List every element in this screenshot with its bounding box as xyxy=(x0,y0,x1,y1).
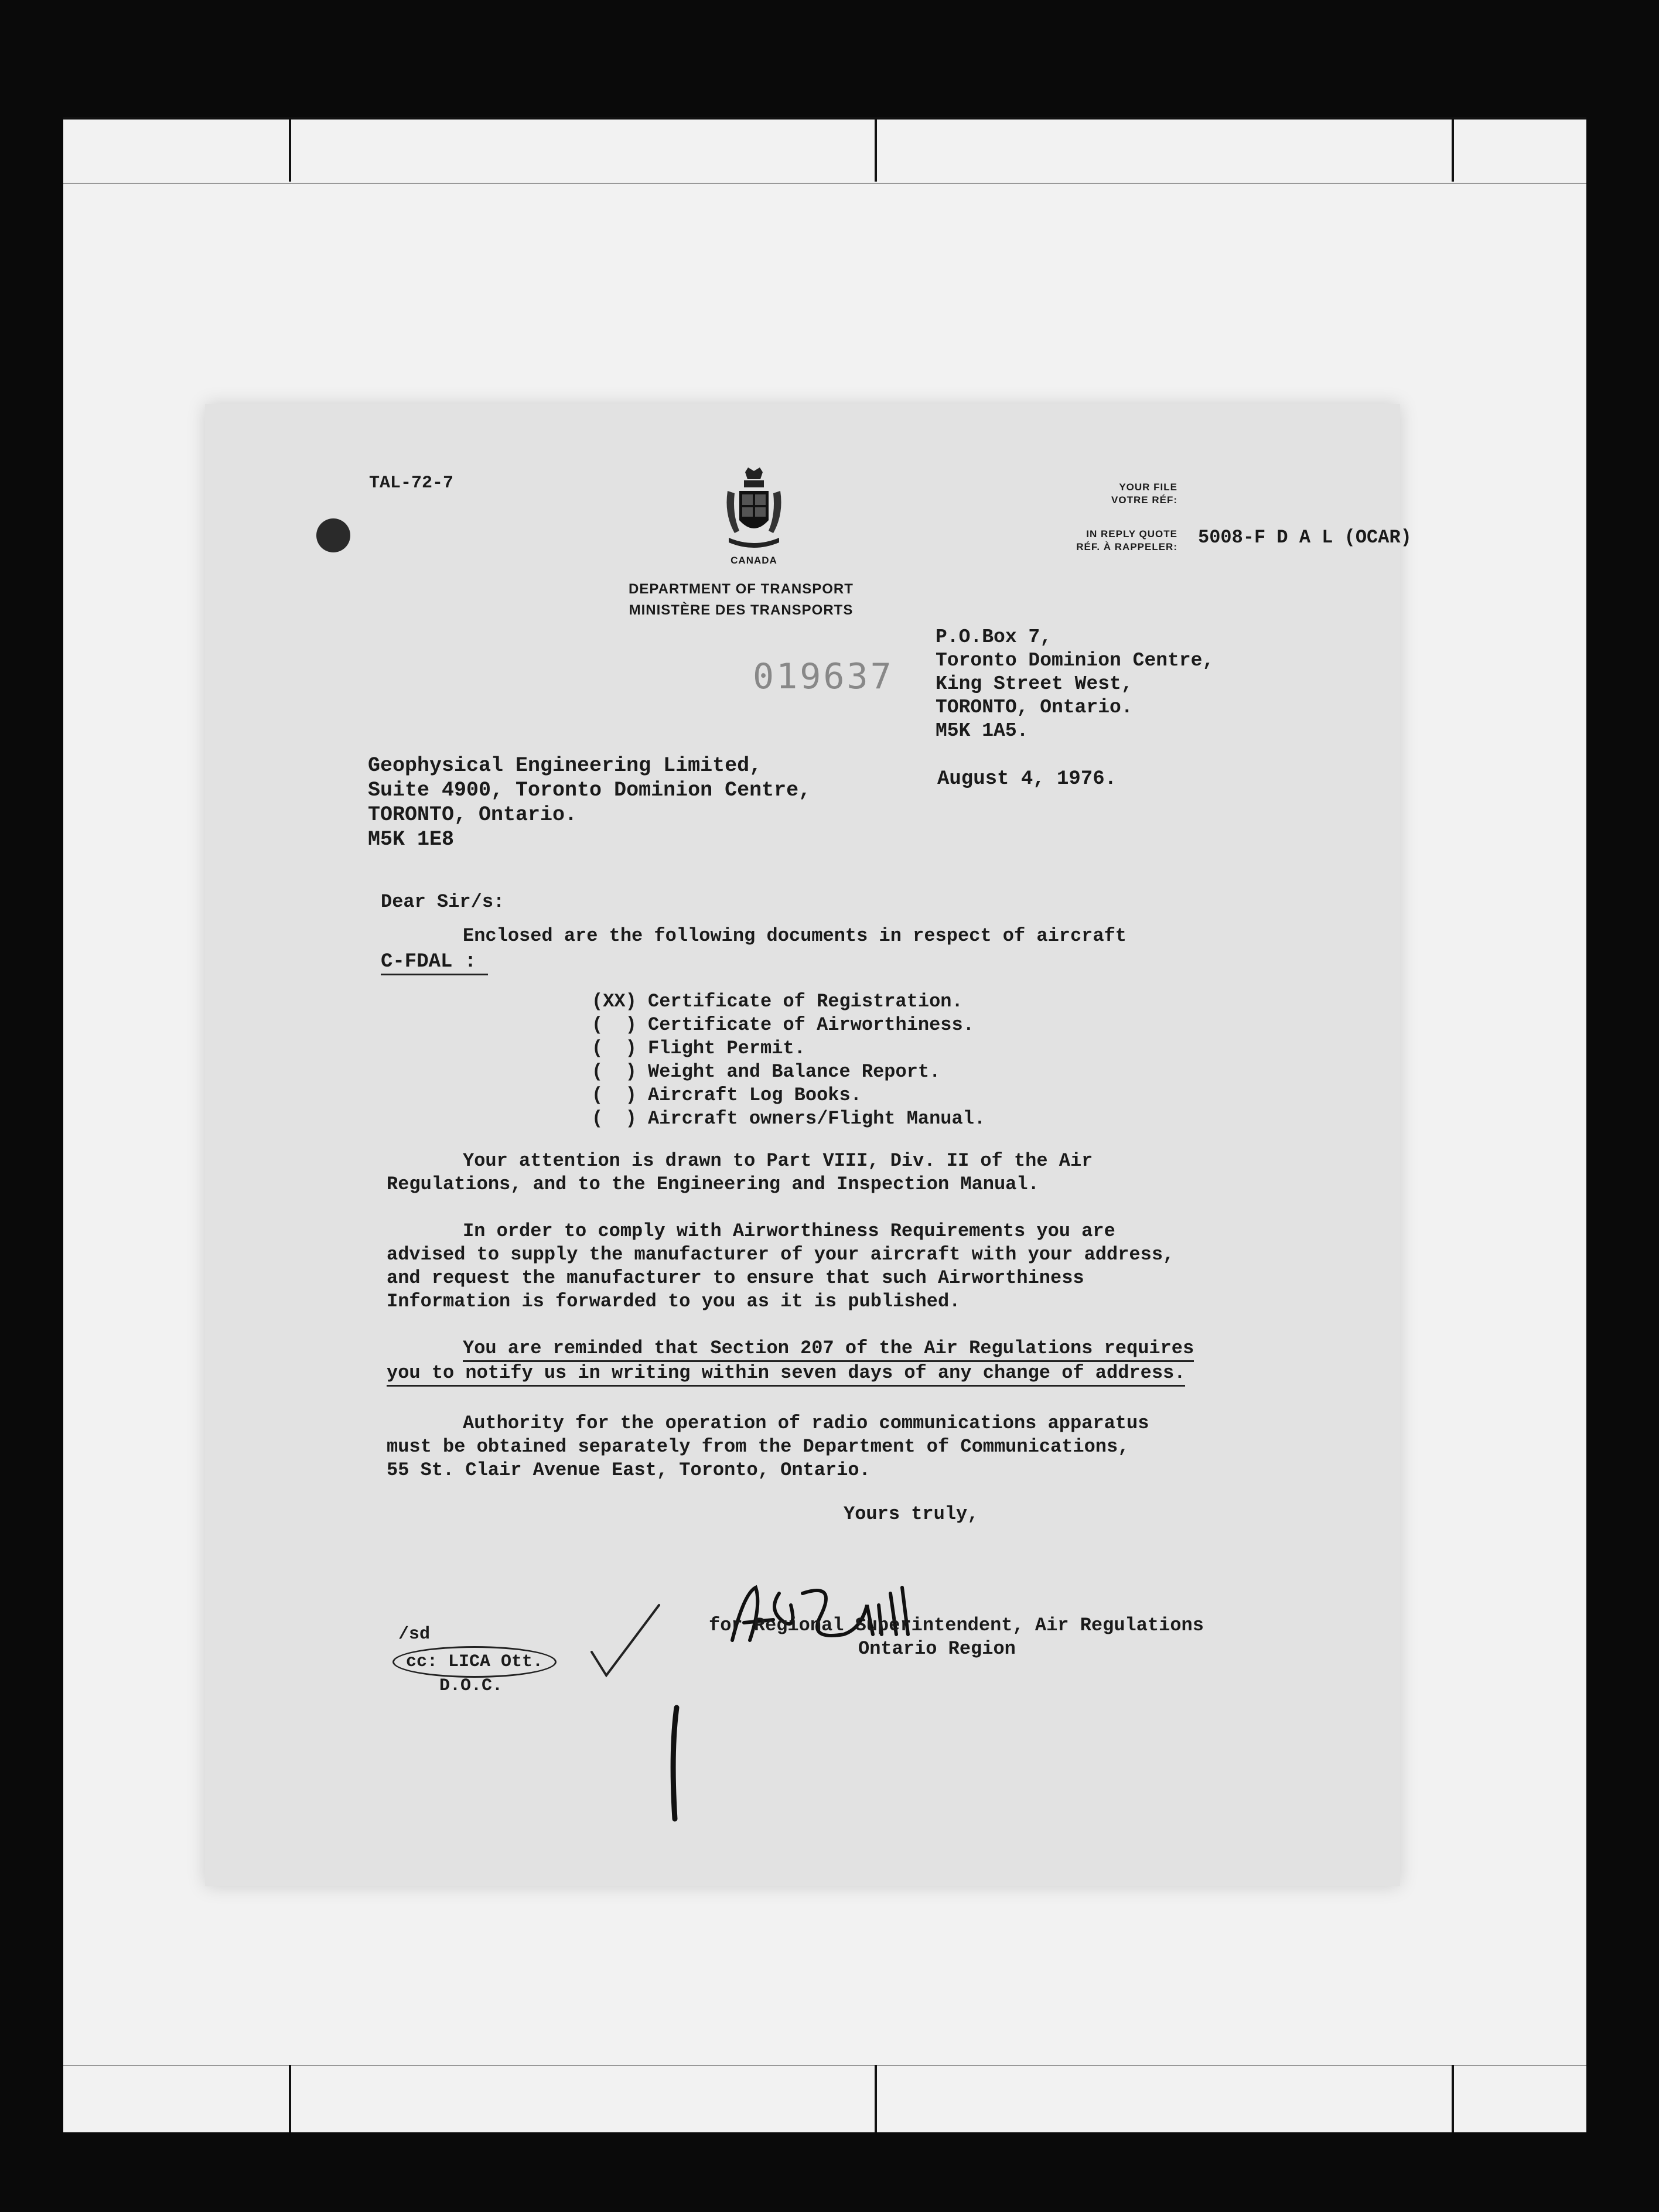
document-item xyxy=(592,1084,985,1107)
recipient-line: TORONTO, Ontario. xyxy=(368,803,578,827)
reply-label-fr: RÉF. À RAPPELER: xyxy=(1076,541,1177,552)
document-item xyxy=(592,1037,985,1060)
canada-crest xyxy=(710,467,798,566)
document-item xyxy=(592,1060,985,1084)
frame-tick xyxy=(875,2065,877,2132)
document-label: Flight Permit. xyxy=(648,1037,805,1059)
file-code: TAL-72-7 xyxy=(369,473,454,493)
department-name-fr: MINISTÈRE DES TRANSPORTS xyxy=(629,602,854,618)
document-label: Certificate of Registration. xyxy=(648,991,963,1012)
coat-of-arms-icon xyxy=(722,467,786,555)
frame-tick xyxy=(875,117,877,182)
sender-address-line: TORONTO, Ontario. xyxy=(936,697,1133,718)
registration-stamp-number: 019637 xyxy=(753,656,894,697)
aircraft-registration: C-FDAL : xyxy=(381,950,488,975)
document-label: Weight and Balance Report. xyxy=(648,1061,941,1083)
paragraph-comply-line: advised to supply the manufacturer of your aircraft with your address, xyxy=(387,1244,1175,1265)
sender-address-line: P.O.Box 7, xyxy=(936,626,1052,648)
document-item xyxy=(592,990,985,1013)
sender-address xyxy=(936,626,1214,743)
document-check-mark: ( ) xyxy=(592,1037,637,1059)
cc-line: cc: LICA Ott. xyxy=(392,1646,557,1678)
your-file-label-fr: VOTRE RÉF: xyxy=(1111,494,1177,506)
document-check-mark: ( ) xyxy=(592,1108,637,1129)
document-item xyxy=(592,1013,985,1037)
letter-date: August 4, 1976. xyxy=(937,768,1117,790)
signatory-region: Ontario Region xyxy=(858,1638,1016,1660)
intro-paragraph: Enclosed are the following documents in respect of aircraft xyxy=(463,925,1127,947)
closing: Yours truly, xyxy=(844,1503,979,1525)
frame-top-rule xyxy=(63,117,1586,120)
sender-address-line: Toronto Dominion Centre, xyxy=(936,650,1214,671)
frame-tick xyxy=(1452,117,1454,182)
document-check-mark: ( ) xyxy=(592,1061,637,1083)
reply-label-en: IN REPLY QUOTE xyxy=(1086,528,1177,540)
crest-caption: CANADA xyxy=(730,555,777,566)
frame-perforation xyxy=(63,2065,1586,2066)
frame-perforation xyxy=(63,183,1586,184)
letter-page xyxy=(205,404,1412,1886)
frame-tick xyxy=(289,117,291,182)
paragraph-attention-line: Your attention is drawn to Part VIII, Div. II of the Air xyxy=(463,1150,1093,1172)
paragraph-reminder-line: you to notify us in writing within seven days of any change of address. xyxy=(387,1361,1185,1387)
document-item xyxy=(592,1107,985,1131)
pen-stroke-mark xyxy=(662,1705,685,1822)
department-name-en: DEPARTMENT OF TRANSPORT xyxy=(629,581,854,597)
document-label: Aircraft owners/Flight Manual. xyxy=(648,1108,986,1129)
frame-tick xyxy=(1452,2065,1454,2132)
sender-address-line: King Street West, xyxy=(936,673,1133,695)
document-label: Aircraft Log Books. xyxy=(648,1084,862,1106)
paragraph-radio-line: Authority for the operation of radio communications apparatus xyxy=(463,1412,1149,1434)
paragraph-comply-line: and request the manufacturer to ensure that such Airworthiness xyxy=(387,1267,1084,1289)
your-file-label-en: YOUR FILE xyxy=(1119,482,1177,493)
document-check-mark: (XX) xyxy=(592,991,637,1012)
document-label: Certificate of Airworthiness. xyxy=(648,1014,974,1036)
paragraph-radio-line: 55 St. Clair Avenue East, Toronto, Ontario. xyxy=(387,1459,871,1481)
salutation: Dear Sir/s: xyxy=(381,891,505,913)
recipient-address xyxy=(368,753,811,852)
paragraph-radio-line: must be obtained separately from the Department of Communications, xyxy=(387,1436,1129,1457)
document-check-mark: ( ) xyxy=(592,1014,637,1036)
punch-hole xyxy=(316,518,350,552)
paragraph-attention-line: Regulations, and to the Engineering and Inspection Manual. xyxy=(387,1173,1039,1195)
enclosed-documents-list xyxy=(592,990,985,1131)
frame-tick xyxy=(289,2065,291,2132)
paragraph-comply-line: Information is forwarded to you as it is published. xyxy=(387,1291,961,1312)
recipient-line: Suite 4900, Toronto Dominion Centre, xyxy=(368,779,811,802)
reply-reference: 5008-F D A L (OCAR) xyxy=(1198,527,1412,548)
typist-initials: /sd xyxy=(398,1624,431,1644)
check-mark-icon xyxy=(586,1599,668,1681)
recipient-line: M5K 1E8 xyxy=(368,828,455,851)
document-check-mark: ( ) xyxy=(592,1084,637,1106)
paragraph-reminder-line: You are reminded that Section 207 of the Air Regulations requires xyxy=(463,1337,1194,1362)
recipient-line: Geophysical Engineering Limited, xyxy=(368,754,762,777)
signatory-title: for Regional Superintendent, Air Regulations xyxy=(709,1614,1204,1636)
paragraph-comply-line: In order to comply with Airworthiness Requirements you are xyxy=(463,1220,1115,1242)
sender-address-line: M5K 1A5. xyxy=(936,720,1029,742)
cc-line-2: D.O.C. xyxy=(439,1676,503,1696)
